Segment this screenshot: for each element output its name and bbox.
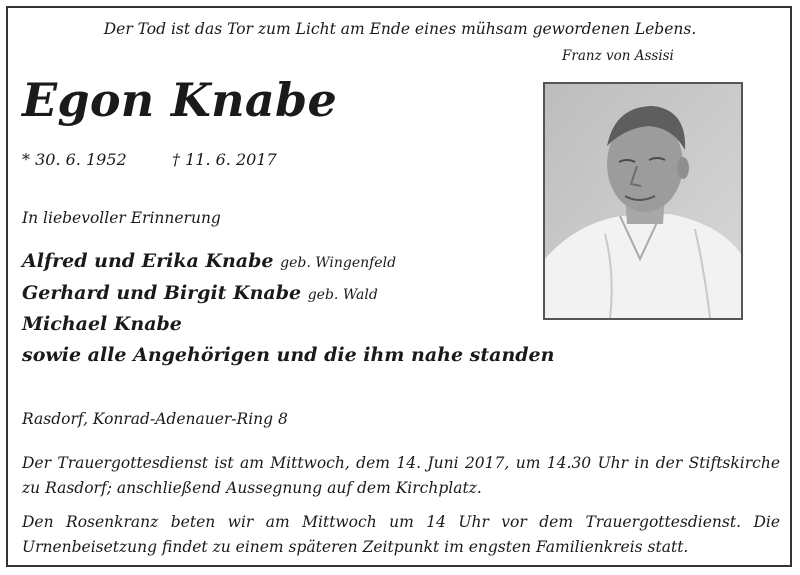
- memory-line: In liebevoller Erinnerung: [22, 209, 221, 227]
- deceased-name: Egon Knabe: [22, 73, 338, 127]
- mourner-names: sowie alle Angehörigen und die ihm nahe standen: [22, 344, 555, 366]
- mourner-line: [22, 313, 182, 335]
- mourner-line: [22, 344, 554, 366]
- mourner-birth-name: geb. Wald: [307, 287, 378, 303]
- service-paragraph: Der Trauergottesdienst ist am Mittwoch, dem 14. Juni 2017, um 14.30 Uhr in der Stiftskirche zu Rasdorf; anschließend Aussegnung auf dem Kirchplatz.: [22, 454, 780, 497]
- mourner-names: Michael Knabe: [22, 313, 182, 335]
- mourner-line: [22, 250, 396, 272]
- birth-date: * 30. 6. 1952: [22, 150, 127, 169]
- rosary-paragraph: Den Rosenkranz beten wir am Mittwoch um 14 Uhr vor dem Trauergottesdienst. Die Urnenbeisetzung findet zu einem späteren Zeitpunkt im engsten Familienkreis statt.: [22, 513, 780, 556]
- mourner-names: Alfred und Erika Knabe: [22, 250, 274, 272]
- mourner-birth-name: geb. Wingenfeld: [280, 255, 397, 271]
- portrait-photo: [543, 82, 743, 320]
- quote-author: Franz von Assisi: [562, 48, 674, 64]
- mourner-line: [22, 282, 378, 304]
- family-address: Rasdorf, Konrad-Adenauer-Ring 8: [22, 410, 288, 428]
- portrait-illustration: [545, 84, 741, 318]
- death-date: † 11. 6. 2017: [172, 150, 277, 169]
- quote-text: Der Tod ist das Tor zum Licht am Ende eines mühsam gewordenen Lebens.: [103, 20, 697, 38]
- mourner-names: Gerhard und Birgit Knabe: [22, 282, 302, 304]
